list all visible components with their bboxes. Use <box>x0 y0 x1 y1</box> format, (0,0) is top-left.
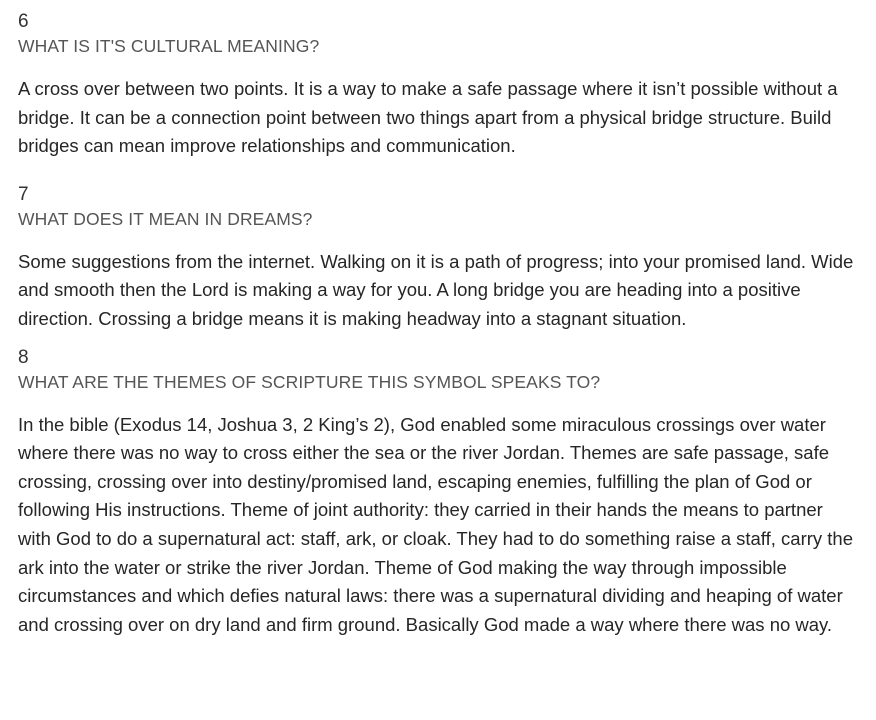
section-body: Some suggestions from the internet. Walking on it is a path of progress; into your promised land. Wide and smooth then the Lord is making a way for you. A long bridge you are heading into a positive direction. Crossing a bridge means it is making headway into a stagnant situation. <box>18 250 854 329</box>
section-heading: WHAT DOES IT MEAN IN DREAMS? <box>18 208 313 229</box>
section-number: 6 <box>18 11 29 32</box>
section-heading: WHAT IS IT'S CULTURAL MEANING? <box>18 36 320 56</box>
section-body: In the bible (Exodus 14, Joshua 3, 2 King’s 2), God enabled some miraculous crossings over water where there was no way to cross either the sea or the river Jordan. Themes are safe passage, safe crossing, crossing over into destiny/promised land, escaping enemies, fulfilling the plan of God or following His instructions. Theme of joint authority: they carried in their hands the means to partner with God to do a supernatural act: staff, ark, or cloak. They had to do something raise a staff, carry the ark into the water or strike the river Jordan. Theme of God making the way through impossible circumstances and which defies natural laws: there was a supernatural dividing and heaping of water and crossing over on dry land and firm ground. Basically God made a way where there was no way. <box>18 413 854 635</box>
section-heading: WHAT ARE THE THEMES OF SCRIPTURE THIS SYMBOL SPEAKS TO? <box>18 371 601 392</box>
section-number: 7 <box>18 183 29 205</box>
section-cultural-meaning <box>18 10 858 161</box>
section-body: A cross over between two points. It is a way to make a safe passage where it isn’t possible without a bridge. It can be a connection point between two things apart from a physical bridge structure. Build bridges can mean improve relationships and communication. <box>18 78 838 157</box>
section-scripture-themes <box>18 346 858 640</box>
section-dream-meaning <box>18 183 858 334</box>
section-number: 8 <box>18 346 29 368</box>
